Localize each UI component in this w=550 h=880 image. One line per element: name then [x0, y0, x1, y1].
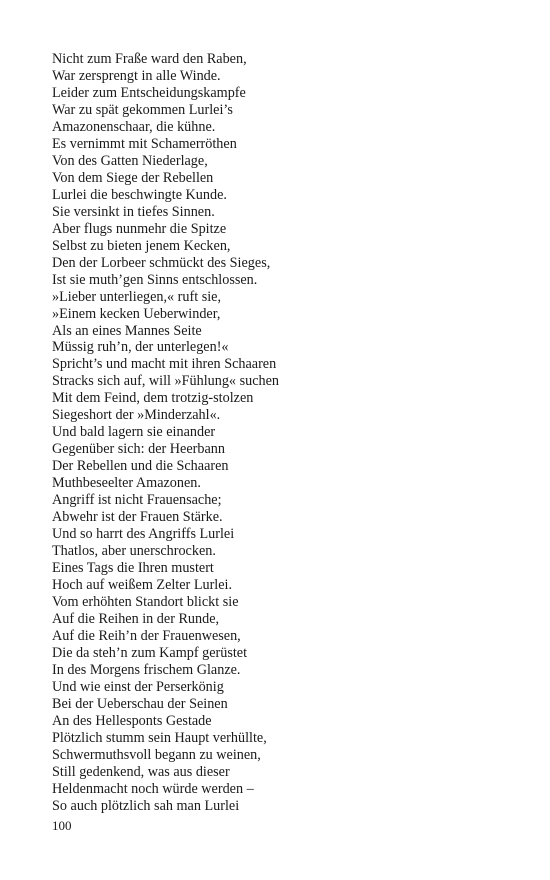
- poem-line: Schwermuthsvoll begann zu weinen,: [52, 746, 261, 763]
- poem-line: Nicht zum Fraße ward den Raben,: [52, 51, 247, 67]
- poem-line: Stracks sich auf, will »Fühlung« suchen: [52, 373, 279, 390]
- poem-line: An des Hellesponts Gestade: [52, 712, 212, 729]
- poem-line: Sie versinkt in tiefes Sinnen.: [52, 203, 215, 220]
- poem-line: Bei der Ueberschau der Seinen: [52, 695, 228, 712]
- poem-line: Den der Lorbeer schmückt des Sieges,: [52, 254, 271, 271]
- poem-line: Amazonenschaar, die kühne.: [52, 118, 216, 135]
- poem-line: »Lieber unterliegen,« ruft sie,: [52, 288, 222, 305]
- poem-line: Muthbeseelter Amazonen.: [52, 475, 201, 492]
- poem-line: Und so harrt des Angriffs Lurlei: [52, 526, 235, 543]
- poem-line: In des Morgens frischem Glanze.: [52, 661, 241, 678]
- poem-line: Und bald lagern sie einander: [52, 424, 216, 441]
- poem-line: Vom erhöhten Standort blickt sie: [52, 594, 239, 610]
- poem-line: Die da steh’n zum Kampf gerüstet: [52, 644, 248, 661]
- poem-line: War zu spät gekommen Lurlei’s: [52, 101, 233, 118]
- poem-line: Auf die Reih’n der Frauenwesen,: [52, 627, 241, 644]
- poem-line: Der Rebellen und die Schaaren: [52, 458, 229, 475]
- poem-line: »Einem kecken Ueberwinder,: [52, 305, 221, 322]
- poem-line: Eines Tags die Ihren mustert: [52, 560, 214, 577]
- poem-line: Von des Gatten Niederlage,: [52, 152, 208, 169]
- poem-line: Selbst zu bieten jenem Kecken,: [52, 237, 231, 254]
- poem-line: War zersprengt in alle Winde.: [52, 67, 221, 84]
- poem-line: Müssig ruh’n, der unterlegen!«: [52, 339, 229, 356]
- poem-line: Abwehr ist der Frauen Stärke.: [52, 509, 223, 526]
- poem-line: Spricht’s und macht mit ihren Schaaren: [52, 356, 277, 373]
- poem-line: Lurlei die beschwingte Kunde.: [52, 186, 227, 203]
- poem-line: Thatlos, aber unerschrocken.: [52, 543, 216, 560]
- poem-line: Es vernimmt mit Schamerröthen: [52, 135, 237, 152]
- poem-line: Hoch auf weißem Zelter Lurlei.: [52, 577, 233, 594]
- poem-line: Auf die Reihen in der Runde,: [52, 610, 220, 627]
- poem-line: Mit dem Feind, dem trotzig-stolzen: [52, 390, 254, 407]
- poem-line: Leider zum Entscheidungskampfe: [52, 84, 246, 101]
- poem-line: Aber flugs nunmehr die Spitze: [52, 220, 227, 237]
- poem-line: Angriff ist nicht Frauensache;: [52, 492, 222, 509]
- poem-line: Still gedenkend, was aus dieser: [52, 763, 230, 780]
- poem-line: Siegeshort der »Minderzahl«.: [52, 407, 221, 424]
- poem-line: Heldenmacht noch würde werden –: [52, 780, 254, 797]
- poem-line: Gegenüber sich: der Heerbann: [52, 441, 225, 458]
- poem-text: [52, 51, 522, 815]
- poem-line: So auch plötzlich sah man Lurlei: [52, 797, 240, 814]
- poem-line: Und wie einst der Perserkönig: [52, 678, 224, 695]
- poem-line: Von dem Siege der Rebellen: [52, 169, 214, 186]
- poem-line: Ist sie muth’gen Sinns entschlossen.: [52, 271, 258, 288]
- poem-line: Plötzlich stumm sein Haupt verhüllte,: [52, 729, 267, 746]
- poem-line: Als an eines Mannes Seite: [52, 322, 202, 339]
- page-number: 100: [52, 818, 72, 833]
